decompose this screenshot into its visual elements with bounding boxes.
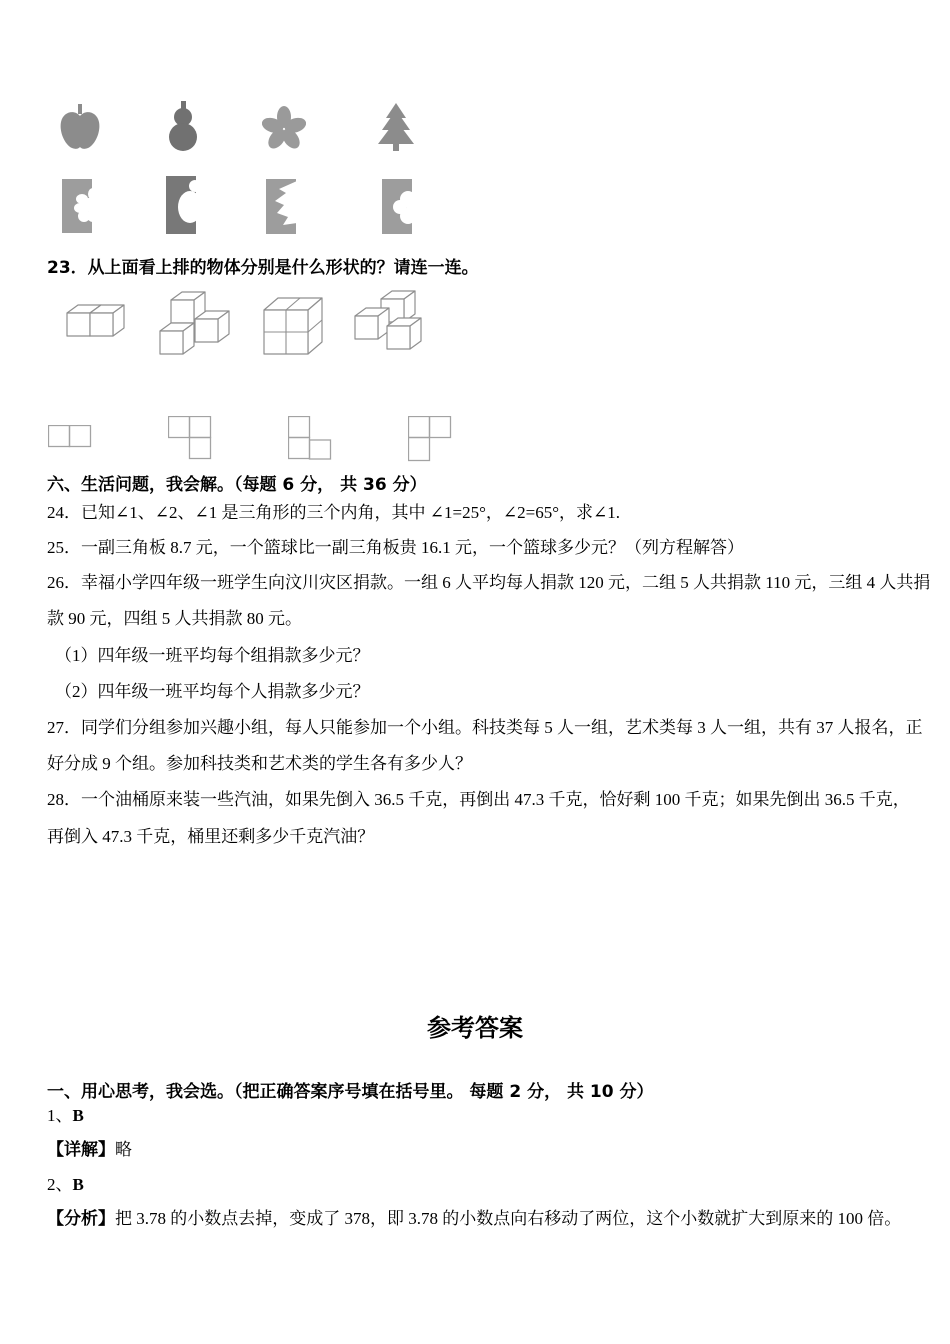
top-view-domino-1x2 bbox=[48, 425, 92, 448]
answer-1-detail-tag: 【详解】 bbox=[47, 1140, 115, 1159]
gourd-shape bbox=[164, 101, 202, 153]
cube-group-two-cubes-row bbox=[66, 303, 126, 339]
cube-group-three-cubes-step-right bbox=[353, 290, 423, 352]
question-28-line1: 28．一个油桶原来装一些汽油，如果先倒入 36.5 千克，再倒出 47.3 千克，恰好剩 100 千克；如果先倒出 36.5 千克， bbox=[47, 790, 910, 809]
top-view-l-shape-foot-right bbox=[168, 416, 212, 460]
answer-section-1-heading: 一、用心思考，我会选。（把正确答案序号填在括号里。 每题 2 分， 共 10 分） bbox=[47, 1082, 654, 1102]
answer-1-detail-text: 略 bbox=[115, 1140, 132, 1159]
answer-item-1 bbox=[47, 1105, 84, 1127]
answer-2-analysis-text: 把 3.78 的小数点去掉，变成了 378，即 3.78 的小数点向右移动了两位，这个小数就扩大到原来的 100 倍。 bbox=[115, 1209, 902, 1228]
answer-1-detail bbox=[47, 1139, 132, 1161]
cube-group-three-cubes-step-left bbox=[158, 291, 230, 357]
answer-1-choice: B bbox=[72, 1106, 84, 1125]
answer-2-analysis-tag: 【分析】 bbox=[47, 1209, 115, 1228]
question-26-sub1: （1）四年级一班平均每个组捐款多少元？ bbox=[55, 646, 370, 665]
apple-cutout-stamp bbox=[382, 179, 414, 236]
flower-cutout-stamp bbox=[62, 179, 94, 235]
pine-tree-shape bbox=[377, 102, 415, 152]
question-27-line2: 好分成 9 个组。参加科技类和艺术类的学生各有多少人？ bbox=[47, 754, 472, 773]
answer-2-analysis bbox=[47, 1208, 901, 1230]
answer-key-title: 参考答案 bbox=[427, 1014, 523, 1042]
question-25-text: 25．一副三角板 8.7 元，一个篮球比一副三角板贵 16.1 元，一个篮球多少元？（列方程解答） bbox=[47, 538, 744, 557]
flower-shape bbox=[262, 106, 306, 150]
top-view-l-shape-foot-bottom-left bbox=[408, 416, 452, 462]
apple-shape bbox=[57, 103, 103, 151]
section-6-heading: 六、生活问题，我会解。（每题 6 分， 共 36 分） bbox=[47, 475, 427, 495]
question-28-line2: 再倒入 47.3 千克，桶里还剩多少千克汽油？ bbox=[47, 827, 375, 846]
question-27-line1: 27．同学们分组参加兴趣小组，每人只能参加一个小组。科技类每 5 人一组，艺术类每 3 人一组，共有 37 人报名，正 bbox=[47, 718, 923, 737]
top-view-l-shape-foot-bottom-right bbox=[288, 416, 334, 462]
question-26-line2: 款 90 元，四组 5 人共捐款 80 元。 bbox=[47, 609, 302, 628]
tree-cutout-stamp bbox=[266, 179, 298, 235]
question-26-line1: 26．幸福小学四年级一班学生向汶川灾区捐款。一组 6 人平均每人捐款 120 元，二组 5 人共捐款 110 元，三组 4 人共捐 bbox=[47, 573, 931, 592]
question-24-text: 24．已知∠1、∠2、∠1 是三角形的三个内角，其中 ∠1=25°，∠2=65°，求∠1. bbox=[47, 503, 620, 522]
cube-group-four-cubes-block bbox=[263, 295, 325, 357]
answer-item-2 bbox=[47, 1174, 84, 1196]
gourd-cutout-stamp bbox=[166, 176, 198, 236]
answer-2-number: 2、 bbox=[47, 1175, 73, 1194]
answer-1-number: 1、 bbox=[47, 1106, 73, 1125]
question-26-sub2: （2）四年级一班平均每个人捐款多少元？ bbox=[55, 682, 370, 701]
answer-2-choice: B bbox=[72, 1175, 84, 1194]
question-23-text: 23．从上面看上排的物体分别是什么形状的？请连一连。 bbox=[47, 258, 479, 278]
